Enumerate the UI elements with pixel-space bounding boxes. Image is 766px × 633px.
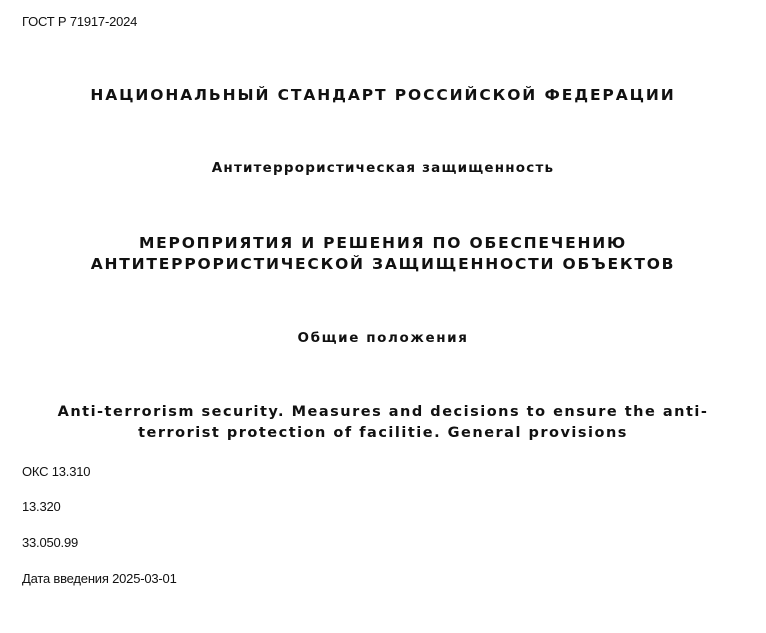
- subject-title: Антитеррористическая защищенность: [211, 160, 555, 176]
- main-title-line-1: МЕРОПРИЯТИЯ И РЕШЕНИЯ ПО ОБЕСПЕЧЕНИЮ: [138, 234, 628, 252]
- oks-code-3: 33.050.99: [22, 535, 79, 550]
- english-title-line-2: terrorist protection of facilitie. General provisions: [138, 425, 628, 441]
- oks-code-2: 13.320: [22, 499, 61, 514]
- main-title: [0, 233, 766, 275]
- oks-code-1: ОКС 13.310: [22, 464, 91, 479]
- national-standard-title: НАЦИОНАЛЬНЫЙ СТАНДАРТ РОССИЙСКОЙ ФЕДЕРАЦИИ: [90, 86, 676, 104]
- general-provisions-title: Общие положения: [297, 330, 469, 346]
- main-title-line-2: АНТИТЕРРОРИСТИЧЕСКОЙ ЗАЩИЩЕННОСТИ ОБЪЕКТОВ: [90, 255, 676, 273]
- effective-date: Дата введения 2025-03-01: [22, 571, 177, 586]
- english-title: [40, 402, 726, 444]
- gost-number: ГОСТ Р 71917-2024: [22, 14, 138, 29]
- english-title-line-1: Anti-terrorism security. Measures and decisions to ensure the anti-: [57, 404, 709, 420]
